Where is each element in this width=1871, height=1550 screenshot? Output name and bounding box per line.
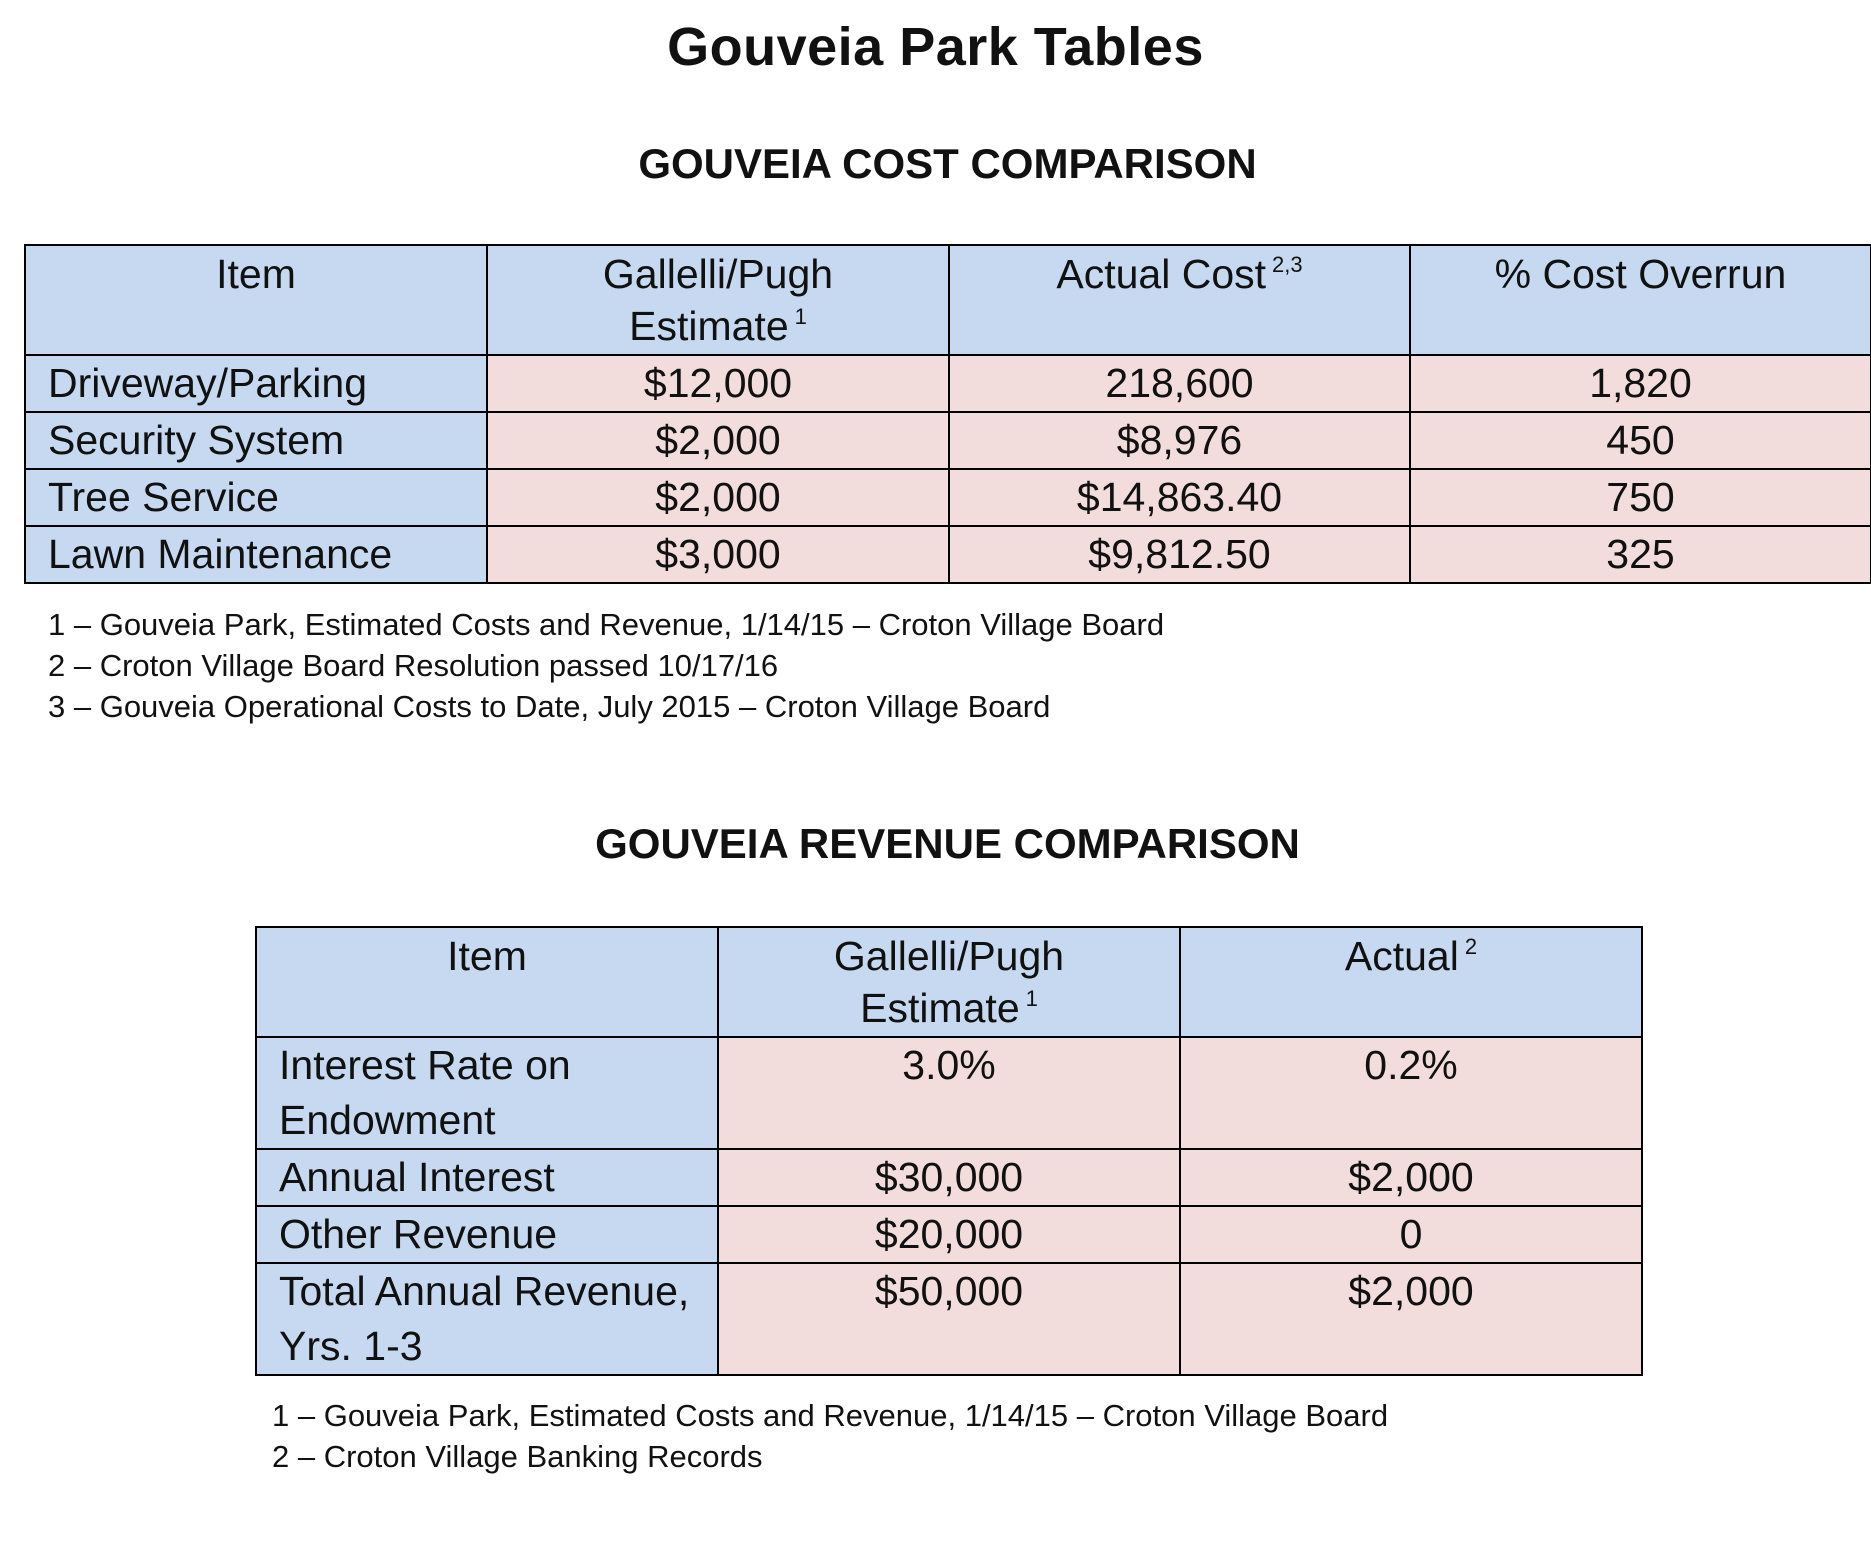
table-row xyxy=(25,355,1871,412)
table-row xyxy=(25,526,1871,583)
overrun-cell: 1,820 xyxy=(1410,355,1871,412)
estimate-cell: $3,000 xyxy=(487,526,949,583)
column-header-estimate: Gallelli/Pugh Estimate $^1$ xyxy=(487,245,949,355)
footnote: 1 – Gouveia Park, Estimated Costs and Revenue, 1/14/15 – Croton Village Board xyxy=(272,1398,1389,1433)
row-item: Security System xyxy=(25,412,487,469)
footnote: 2 – Croton Village Board Resolution passed 10/17/16 xyxy=(48,648,779,683)
footnote-marker: 1 xyxy=(1025,986,1038,1011)
revenue-footnotes xyxy=(272,1395,1388,1477)
row-item: Driveway/Parking xyxy=(25,355,487,412)
actual-cell: $2,000 xyxy=(1180,1263,1642,1375)
row-item: Lawn Maintenance xyxy=(25,526,487,583)
row-item: Interest Rate on Endowment xyxy=(256,1037,718,1149)
row-item: Other Revenue xyxy=(256,1206,718,1263)
footnote: 1 – Gouveia Park, Estimated Costs and Revenue, 1/14/15 – Croton Village Board xyxy=(48,607,1165,642)
footnote-marker: 2,3 xyxy=(1272,252,1303,277)
overrun-cell: 450 xyxy=(1410,412,1871,469)
estimate-cell: $20,000 xyxy=(718,1206,1180,1263)
estimate-cell: $30,000 xyxy=(718,1149,1180,1206)
cost-comparison-table xyxy=(24,244,1871,584)
table-row xyxy=(256,1037,1642,1149)
table-header-row xyxy=(25,245,1871,355)
actual-cost-cell: $14,863.40 xyxy=(949,469,1410,526)
column-header-estimate: Gallelli/Pugh Estimate $^1$ xyxy=(718,927,1180,1037)
column-header-actual-cost: Actual Cost $^{2,3}$ xyxy=(949,245,1410,355)
table-row xyxy=(25,469,1871,526)
table-row xyxy=(256,1149,1642,1206)
estimate-cell: $2,000 xyxy=(487,469,949,526)
row-item: Annual Interest xyxy=(256,1149,718,1206)
actual-cell: 0 xyxy=(1180,1206,1642,1263)
cost-comparison-title: GOUVEIA COST COMPARISON xyxy=(638,140,1257,187)
page-title: Gouveia Park Tables xyxy=(667,17,1204,77)
cost-footnotes xyxy=(48,604,1164,727)
actual-cost-cell: $8,976 xyxy=(949,412,1410,469)
actual-cost-cell: 218,600 xyxy=(949,355,1410,412)
row-item: Tree Service xyxy=(25,469,487,526)
table-row xyxy=(256,1206,1642,1263)
overrun-cell: 750 xyxy=(1410,469,1871,526)
table-header-row xyxy=(256,927,1642,1037)
estimate-cell: $12,000 xyxy=(487,355,949,412)
row-item: Total Annual Revenue, Yrs. 1-3 xyxy=(256,1263,718,1375)
estimate-cell: $50,000 xyxy=(718,1263,1180,1375)
overrun-cell: 325 xyxy=(1410,526,1871,583)
column-header-item: Item xyxy=(256,927,718,1037)
footnote-marker: 1 xyxy=(794,304,807,329)
revenue-comparison-table xyxy=(255,926,1643,1376)
footnote: 2 – Croton Village Banking Records xyxy=(272,1439,763,1474)
column-header-actual: Actual $^2$ xyxy=(1180,927,1642,1037)
actual-cell: 0.2% xyxy=(1180,1037,1642,1149)
estimate-cell: 3.0% xyxy=(718,1037,1180,1149)
footnote-marker: 2 xyxy=(1464,934,1478,959)
actual-cell: $2,000 xyxy=(1180,1149,1642,1206)
actual-cost-cell: $9,812.50 xyxy=(949,526,1410,583)
column-header-cost-overrun: % Cost Overrun xyxy=(1410,245,1871,355)
footnote: 3 – Gouveia Operational Costs to Date, July 2015 – Croton Village Board xyxy=(48,689,1051,724)
estimate-cell: $2,000 xyxy=(487,412,949,469)
table-row xyxy=(25,412,1871,469)
revenue-comparison-title: GOUVEIA REVENUE COMPARISON xyxy=(595,820,1300,867)
table-row xyxy=(256,1263,1642,1375)
column-header-item: Item xyxy=(25,245,487,355)
